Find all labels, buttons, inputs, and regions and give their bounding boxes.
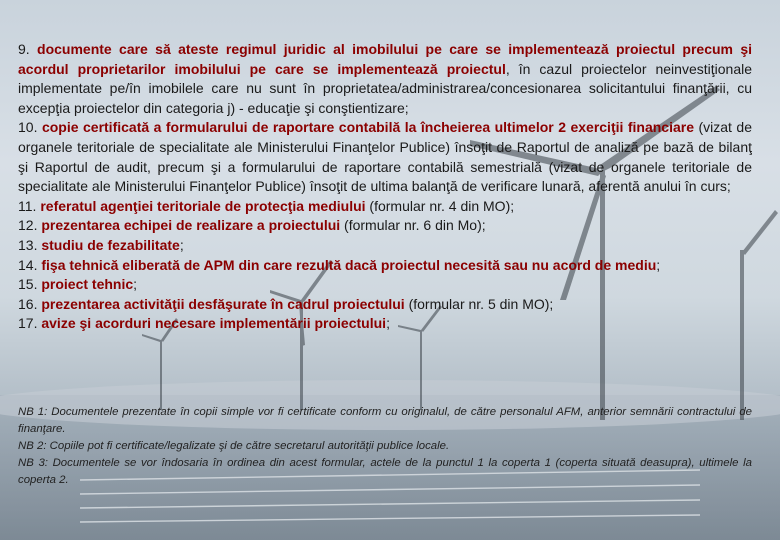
item-number: 17. [18, 315, 38, 332]
item-highlight: avize şi acorduri necesare implementării proiectului [41, 315, 387, 332]
item-number: 14. [18, 256, 38, 273]
item-number: 9. [18, 41, 30, 57]
item-highlight: studiu de fezabilitate [41, 236, 180, 253]
item-highlight: referatul agenţiei teritoriale de protecţia mediului [40, 197, 366, 214]
list-item-10 [18, 118, 752, 196]
list-item-13 [18, 236, 752, 256]
item-highlight: copie certificată a formularului de raportare contabilă la încheierea ultimelor 2 exerciţii financiare [41, 119, 695, 136]
note-2: NB 2: Copiile pot fi certificate/legalizate şi de către secretarul autorităţii publice locale. [18, 440, 450, 452]
item-text: ; [133, 276, 138, 293]
list-item-16 [18, 295, 752, 315]
item-number: 10. [18, 119, 38, 136]
list-item-11 [18, 197, 752, 217]
item-text: ; [179, 236, 184, 253]
item-number: 11. [18, 197, 37, 214]
item-number: 13. [18, 236, 38, 253]
item-text: (formular nr. 5 din MO); [404, 295, 554, 312]
item-text: (formular nr. 6 din Mo); [340, 217, 486, 234]
item-number: 12. [18, 217, 38, 234]
list-item-12 [18, 216, 752, 236]
item-text: ; [656, 256, 661, 273]
notes-section [18, 404, 752, 489]
item-text: (formular nr. 4 din MO); [365, 197, 515, 214]
list-item-17 [18, 314, 752, 334]
item-highlight: prezentarea activităţii desfăşurate în cadrul proiectului [41, 295, 405, 312]
list-item-15 [18, 275, 752, 295]
item-text: , în cazul proiectelor neinvestiţionale implementate pe/în imobilele care nu sunt în proprietatea/administrarea/concesionarea solicitantului finanţării, cu excepţia proiectelor din categoria j) - educaţie şi conştientizare; [18, 60, 752, 116]
list-item-14 [18, 256, 752, 276]
list-item-9 [18, 40, 752, 118]
item-number: 15. [18, 276, 38, 293]
item-highlight: documente care să ateste regimul juridic al imobilului pe care se implementează proiectul precum şi acordul proprietarilor imobilului pe care se implementează proiectul [18, 41, 752, 77]
item-highlight: fişa tehnică eliberată de APM din care rezultă dacă proiectul necesită sau nu acord de mediu [41, 256, 657, 273]
item-text: (vizat de organele teritoriale de specialitate ale Ministerului Finanţelor Publice) însoţit de Raportul de analiză pe bază de bilanţ şi Raportul de audit, precum şi a formularului de raportare contabilă semestrială (vizat de organele teritoriale de specialitate ale Ministerului Finanţelor Publice) însoţit de ultima balanţă de verificare lunară, aferentă anului în curs; [18, 119, 752, 195]
item-highlight: prezentarea echipei de realizare a proiectului [41, 217, 341, 234]
note-1: NB 1: Documentele prezentate în copii simple vor fi certificate conform cu originalul, de către personalul AFM, anterior semnării contractului de finanţare. [18, 406, 752, 435]
item-highlight: proiect tehnic [41, 276, 134, 293]
item-number: 16. [18, 295, 38, 312]
documents-list [18, 40, 752, 334]
item-text: ; [386, 315, 390, 332]
note-3: NB 3: Documentele se vor îndosaria în ordinea din acest formular, actele de la punctul 1 la coperta 1 (coperta situată deasupra), ultimele la coperta 2. [18, 457, 752, 486]
